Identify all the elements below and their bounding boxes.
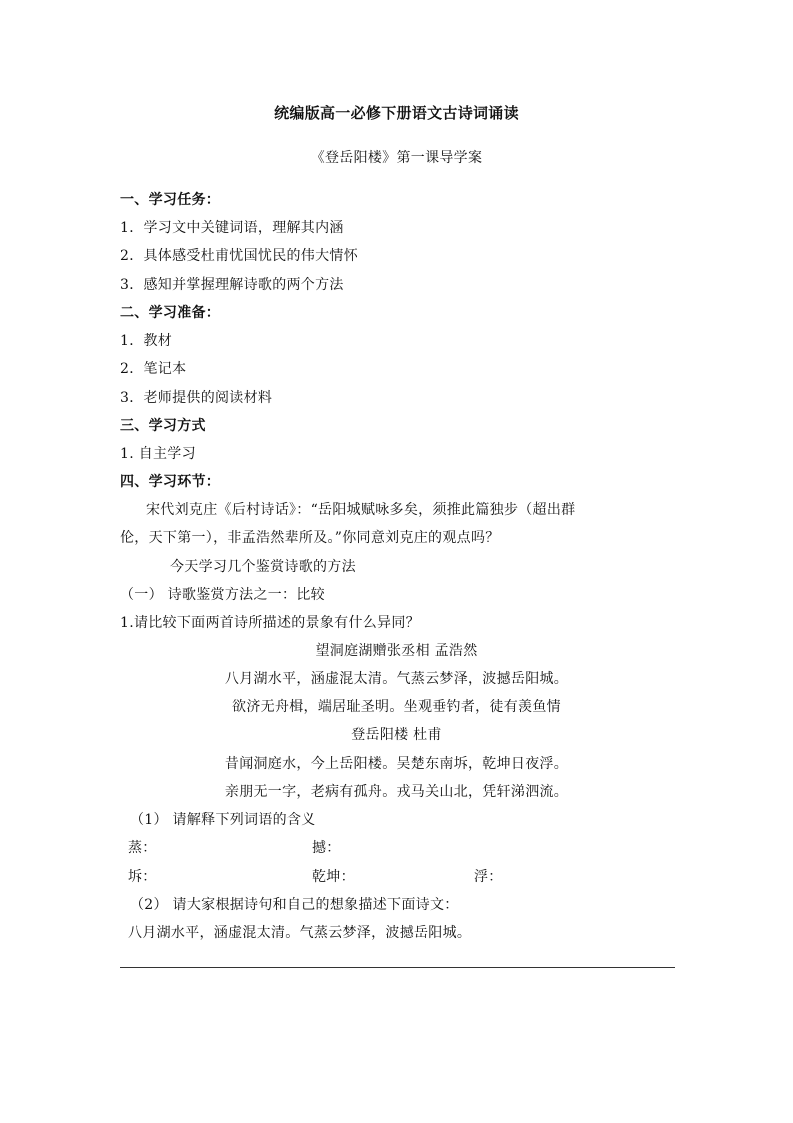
task-item: 2．具体感受杜甫忧国忧民的伟大情怀: [120, 248, 359, 264]
poem-two-line: 昔闻洞庭水，今上岳阳楼。吴楚东南坼，乾坤日夜浮。: [224, 756, 569, 772]
method-one-heading: （一） 诗歌鉴赏方法之一：比较: [120, 587, 325, 603]
intro-paragraph-line: 宋代刘克庄《后村诗话》：“岳阳城赋咏多矣，须推此篇独步（超出群: [146, 502, 576, 518]
section-heading-preparation: 二、学习准备：: [120, 305, 221, 321]
poem-one-line: 欲济无舟楫，端居耻圣明。坐观垂钓者，徒有羡鱼情: [232, 699, 561, 715]
vocab-label-che: 坼：: [128, 869, 157, 885]
today-methods-text: 今天学习几个鉴赏诗歌的方法: [170, 559, 356, 575]
intro-paragraph-line: 伦，天下第一），非孟浩然辈所及。”你同意刘克庄的观点吗？: [120, 530, 500, 546]
section-heading-tasks: 一、学习任务：: [120, 192, 221, 208]
task-item: 1．学习文中关键词语，理解其内涵: [120, 220, 344, 236]
preparation-item: 2．笔记本: [120, 361, 187, 377]
document-title: 统编版高一必修下册语文古诗词诵读: [274, 104, 519, 122]
section-heading-steps: 四、学习环节：: [120, 474, 221, 490]
sub-question-one: （1） 请解释下列词语的含义: [130, 812, 316, 828]
vocab-label-fu: 浮：: [474, 869, 503, 885]
poem-two-line: 亲朋无一字，老病有孤舟。戎马关山北，凭轩涕泗流。: [224, 784, 569, 800]
poem-quote: 八月湖水平，涵虚混太清。气蒸云梦泽，波撼岳阳城。: [128, 925, 472, 941]
section-heading-method: 三、学习方式: [120, 418, 206, 434]
sub-question-two: （2） 请大家根据诗句和自己的想象描述下面诗文：: [130, 897, 459, 913]
preparation-item: 3．老师提供的阅读材料: [120, 390, 273, 406]
poem-one-title: 望洞庭湖赠张丞相 孟浩然: [315, 643, 478, 659]
vocab-label-han: 撼：: [312, 840, 341, 856]
bottom-divider: [120, 967, 675, 968]
document-subtitle: 《登岳阳楼》第一课导学案: [310, 150, 483, 166]
vocab-label-zheng: 蒸：: [128, 840, 157, 856]
poem-one-line: 八月湖水平，涵虚混太清。气蒸云梦泽，波撼岳阳城。: [224, 671, 569, 687]
preparation-item: 1．教材: [120, 333, 173, 349]
poem-two-title: 登岳阳楼 杜甫: [351, 727, 442, 743]
vocab-label-qiankun: 乾坤：: [312, 869, 355, 885]
question-one: 1.请比较下面两首诗所描述的景象有什么异同？: [120, 615, 420, 631]
task-item: 3．感知并掌握理解诗歌的两个方法: [120, 277, 344, 293]
method-item: 1. 自主学习: [120, 446, 196, 462]
